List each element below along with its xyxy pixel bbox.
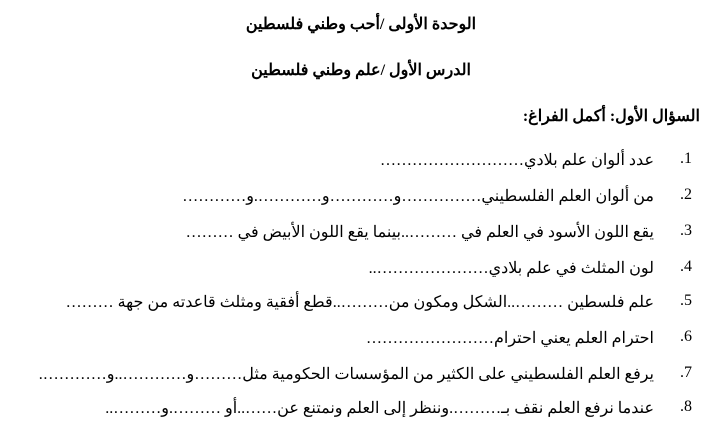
- item-text: احترام العلم يعني احترام……………………: [365, 330, 654, 347]
- question-heading: السؤال الأول: أكمل الفراغ:: [522, 108, 700, 125]
- item-number: .4: [680, 258, 692, 275]
- list-item: [32, 292, 692, 316]
- item-text: عندما نرفع العلم نقف بـ……….وننظر إلى العلم ونمتنع عن……..أو ……….و………..: [105, 400, 654, 417]
- item-number: .8: [680, 398, 692, 415]
- item-text: من ألوان العلم الفلسطيني……………و…………و………….و…………: [182, 188, 654, 205]
- list-item: [32, 258, 692, 282]
- list-item: [32, 328, 692, 352]
- item-number: .3: [680, 222, 692, 239]
- item-number: .1: [680, 150, 692, 167]
- item-number: .6: [680, 328, 692, 345]
- list-item: [32, 364, 692, 388]
- item-number: .2: [680, 186, 692, 203]
- item-text: عدد ألوان علم بلادي………………………: [380, 152, 654, 169]
- item-text: لون المثلث في علم بلادي…………………..: [368, 260, 654, 277]
- lesson-title: الدرس الأول /علم وطني فلسطين: [251, 62, 471, 79]
- list-item: [32, 186, 692, 210]
- item-number: .7: [680, 364, 692, 381]
- list-item: [32, 150, 692, 174]
- item-text: يرفع العلم الفلسطيني على الكثير من المؤسسات الحكومية مثل………و…………..و………….: [38, 366, 654, 383]
- list-item: [32, 398, 692, 422]
- unit-title: الوحدة الأولى /أحب وطني فلسطين: [245, 16, 477, 33]
- item-text: يقع اللون الأسود في العلم في ………..بينما يقع اللون الأبيض في ………: [185, 224, 654, 241]
- item-number: .5: [680, 292, 692, 309]
- list-item: [32, 222, 692, 246]
- item-text: علم فلسطين ………..الشكل ومكون من………..قطع أفقية ومثلث قاعدته من جهة ………: [65, 294, 654, 311]
